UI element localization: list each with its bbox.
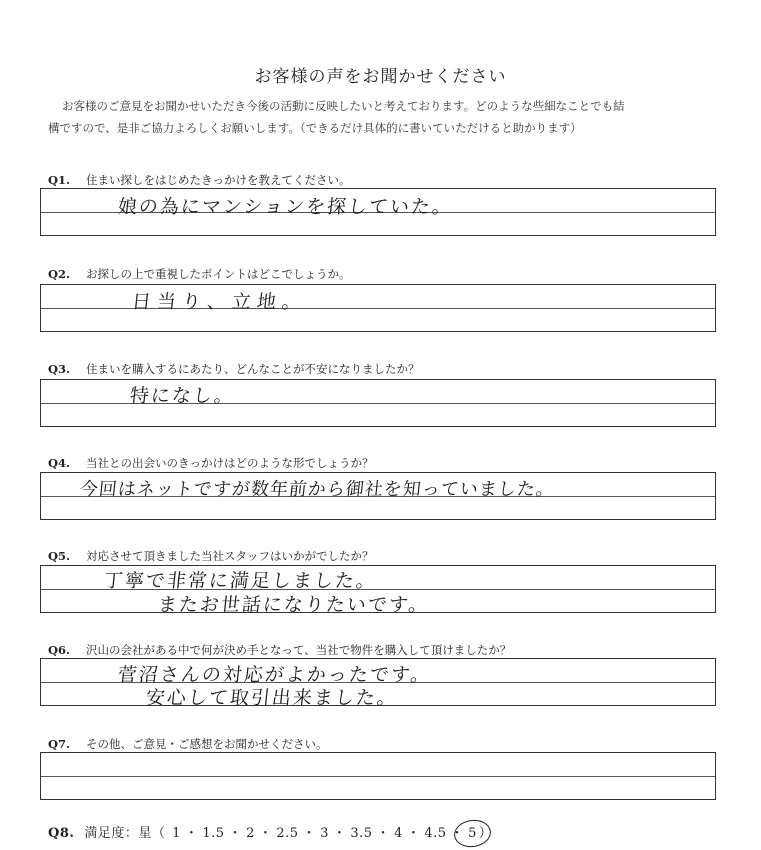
question-5 [48,548,718,564]
question-2 [48,266,718,282]
answer-4-line-1: 今回はネットですが数年前から御社を知っていました。 [78,479,556,500]
rating-separator: ・ [376,826,391,841]
question-text: 対応させて頂きました当社スタッフはいかがでしたか？ [86,549,374,563]
question-number: Q8. [48,826,75,841]
question-text: 当社との出会いのきっかけはどのような形でしょうか？ [86,456,374,470]
question-8-satisfaction [48,822,492,841]
answer-6-line-1: 菅沼さんの対応がよかったです。 [116,664,433,686]
question-3 [48,361,718,377]
rating-separator: ・ [228,826,243,841]
question-6 [48,642,718,658]
question-1 [48,172,718,188]
rating-separator: ・ [302,826,317,841]
question-text: その他、ご意見・ご感想をお聞かせください。 [86,737,328,751]
satisfaction-rating [170,826,479,841]
rating-option[interactable]: 5 [468,826,477,841]
intro-line-1: お客様のご意見をお聞かせいただき今後の活動に反映したいと考えております。どのような些細なことでも結 [62,99,625,113]
rating-option[interactable]: 4 [394,826,403,841]
answer-rule [41,776,715,777]
question-text: 沢山の会社がある中で何が決め手となって、当社で物件を購入して頂けましたか？ [86,643,512,657]
rating-close: ） [478,826,493,841]
rating-separator: ・ [406,826,421,841]
answer-box-7 [40,752,716,800]
question-text: 満足度：星（ [84,826,166,841]
rating-option[interactable]: 2.5 [276,826,299,841]
question-text: 住まい探しをはじめたきっかけを教えてください。 [86,173,351,187]
answer-5-line-1: 丁寧で非常に満足しました。 [102,570,379,592]
question-4 [48,455,718,471]
question-number: Q4. [48,456,71,470]
rating-separator: ・ [450,826,465,841]
intro-line-2: 構ですので、是非ご協力よろしくお願いします。（できるだけ具体的に書いていただけると助かります） [48,121,582,135]
question-number: Q1. [48,173,71,187]
rating-separator: ・ [332,826,347,841]
question-number: Q6. [48,643,71,657]
rating-option[interactable]: 3 [320,826,329,841]
answer-6-line-2: 安心して取引出来ました。 [144,687,400,709]
question-text: お探しの上で重視したポイントはどこでしょうか。 [86,267,351,281]
question-text: 住まいを購入するにあたり、どんなことが不安になりましたか？ [86,362,420,376]
answer-3-line-1: 特になし。 [128,385,237,407]
question-number: Q7. [48,737,71,751]
question-number: Q5. [48,549,71,563]
rating-option[interactable]: 3.5 [350,826,373,841]
rating-option[interactable]: 2 [246,826,255,841]
question-number: Q2. [48,267,71,281]
question-7 [48,736,718,752]
question-number: Q3. [48,362,71,376]
rating-separator: ・ [184,826,199,841]
page-title: お客様の声をお聞かせください [254,67,507,87]
rating-separator: ・ [258,826,273,841]
answer-2-line-1: 日当り、立地。 [130,291,309,313]
rating-option[interactable]: 1 [172,826,181,841]
rating-option[interactable]: 4.5 [424,826,447,841]
answer-5-line-2: またお世話になりたいです。 [156,594,431,616]
answer-1-line-1: 娘の為にマンションを探していた。 [116,196,455,218]
rating-option[interactable]: 1.5 [202,826,225,841]
